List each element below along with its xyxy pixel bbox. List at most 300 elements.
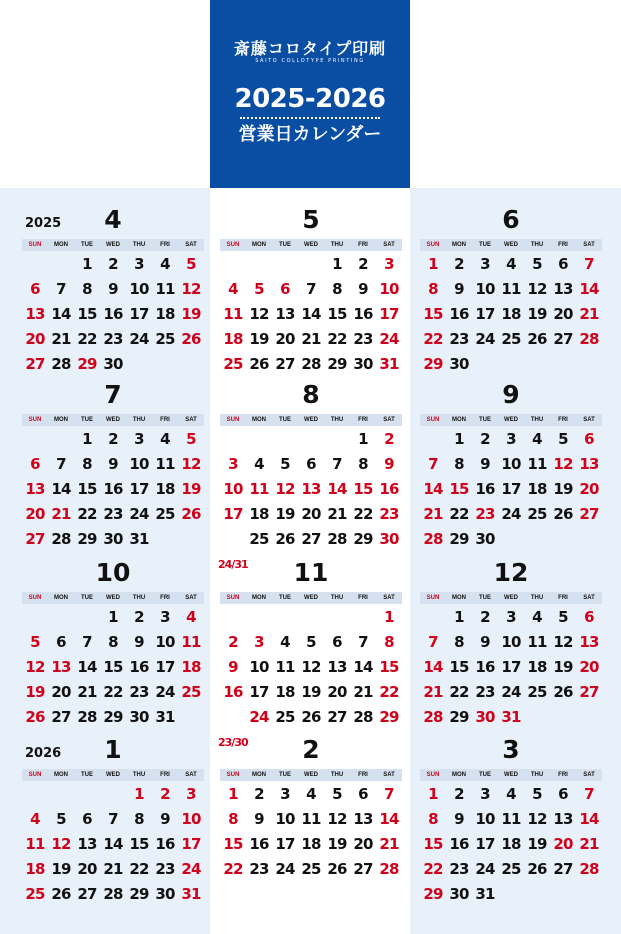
day-cell: 14	[379, 810, 399, 828]
day-cell: 17	[379, 305, 399, 323]
day-cell: 19	[51, 860, 71, 878]
day-cell: 15	[423, 305, 443, 323]
weekday-label: MON	[252, 772, 266, 778]
day-cell: 12	[181, 455, 201, 473]
day-cell: 21	[579, 305, 599, 323]
day-cell: 22	[223, 860, 243, 878]
weekday-label: WED	[504, 595, 518, 601]
weekday-label: SAT	[383, 772, 395, 778]
weekday-label: MON	[452, 595, 466, 601]
weekday-label: FRI	[358, 595, 368, 601]
day-cell: 31	[475, 885, 495, 903]
weekday-label: FRI	[358, 417, 368, 423]
day-cell: 14	[423, 658, 443, 676]
day-cell: 13	[553, 810, 573, 828]
day-cell-combined: 23/30	[218, 736, 248, 749]
day-cell: 4	[532, 430, 542, 448]
day-cell: 7	[428, 455, 438, 473]
day-cell: 1	[108, 608, 118, 626]
weekday-label: THU	[330, 417, 344, 423]
day-cell: 14	[353, 658, 373, 676]
day-cell: 4	[532, 608, 542, 626]
month-block	[420, 205, 602, 380]
weekday-header	[22, 414, 204, 426]
day-cell: 28	[379, 860, 399, 878]
day-cell: 27	[77, 885, 97, 903]
weekday-label: MON	[54, 772, 68, 778]
weekday-label: THU	[530, 595, 544, 601]
month-number: 12	[493, 558, 529, 587]
day-cell: 17	[223, 505, 243, 523]
day-cell: 15	[103, 658, 123, 676]
day-cell: 12	[25, 658, 45, 676]
day-cell: 17	[129, 480, 149, 498]
day-cell: 4	[306, 785, 316, 803]
day-cell: 1	[82, 430, 92, 448]
day-cell: 16	[379, 480, 399, 498]
day-cell: 24	[181, 860, 201, 878]
day-cell: 12	[327, 810, 347, 828]
day-cell: 30	[475, 530, 495, 548]
weekday-label: FRI	[558, 772, 568, 778]
company-name-roman: SAITO COLLOTYPE PRINTING	[255, 58, 365, 64]
weekday-label: WED	[304, 242, 318, 248]
day-cell: 28	[423, 530, 443, 548]
weekday-label: SAT	[185, 242, 197, 248]
day-cell: 5	[532, 785, 542, 803]
day-cell: 14	[579, 810, 599, 828]
day-cell: 26	[249, 355, 269, 373]
day-cell: 21	[301, 330, 321, 348]
day-cell: 20	[579, 480, 599, 498]
day-cell: 9	[358, 280, 368, 298]
day-cell: 1	[454, 430, 464, 448]
day-cell: 7	[358, 633, 368, 651]
weekday-label: THU	[530, 417, 544, 423]
day-cell: 1	[454, 608, 464, 626]
day-cell: 26	[301, 708, 321, 726]
month-number: 6	[502, 205, 520, 234]
day-cell: 4	[228, 280, 238, 298]
day-cell: 2	[108, 430, 118, 448]
weekday-label: THU	[132, 595, 146, 601]
day-cell: 11	[501, 280, 521, 298]
day-cell: 25	[275, 708, 295, 726]
day-cell: 29	[423, 355, 443, 373]
weekday-label: TUE	[479, 242, 491, 248]
day-cell: 26	[527, 330, 547, 348]
day-cell: 10	[129, 455, 149, 473]
day-cell: 9	[134, 633, 144, 651]
day-cell: 18	[155, 480, 175, 498]
day-cell: 31	[129, 530, 149, 548]
weekday-label: TUE	[279, 242, 291, 248]
day-cell: 22	[423, 330, 443, 348]
day-cell: 30	[475, 708, 495, 726]
day-cell: 4	[280, 633, 290, 651]
day-cell: 5	[280, 455, 290, 473]
day-cell: 16	[475, 480, 495, 498]
day-cell: 27	[579, 505, 599, 523]
day-cell: 25	[155, 330, 175, 348]
day-cell: 21	[51, 505, 71, 523]
month-number: 5	[302, 205, 320, 234]
weekday-label: FRI	[558, 242, 568, 248]
day-cell: 18	[181, 658, 201, 676]
day-cell: 25	[501, 860, 521, 878]
day-cell: 28	[77, 708, 97, 726]
weekday-header	[220, 414, 402, 426]
day-cell: 21	[353, 683, 373, 701]
day-cell: 5	[332, 785, 342, 803]
day-cell: 13	[579, 455, 599, 473]
weekday-label: SAT	[185, 595, 197, 601]
day-cell: 6	[332, 633, 342, 651]
weekday-label: FRI	[160, 242, 170, 248]
weekday-label: SUN	[28, 417, 42, 423]
day-cell: 7	[584, 255, 594, 273]
day-cell: 6	[584, 430, 594, 448]
day-cell: 3	[280, 785, 290, 803]
day-cell: 26	[25, 708, 45, 726]
month-block	[22, 380, 204, 555]
weekday-label: THU	[132, 417, 146, 423]
day-cell: 15	[129, 835, 149, 853]
day-cell: 25	[301, 860, 321, 878]
day-cell: 5	[186, 430, 196, 448]
day-cell: 10	[181, 810, 201, 828]
day-cell: 19	[527, 835, 547, 853]
weekday-label: TUE	[81, 417, 93, 423]
day-cell: 4	[30, 810, 40, 828]
day-cell: 23	[103, 505, 123, 523]
month-block	[22, 205, 204, 380]
day-cell: 24	[475, 860, 495, 878]
day-cell: 12	[527, 280, 547, 298]
day-cell: 24	[501, 505, 521, 523]
weekday-label: FRI	[558, 595, 568, 601]
day-cell: 22	[449, 683, 469, 701]
day-cell: 8	[134, 810, 144, 828]
day-cell: 9	[254, 810, 264, 828]
day-cell: 27	[301, 530, 321, 548]
calendar-subtitle: 営業日カレンダー	[238, 124, 382, 145]
day-cell: 10	[475, 810, 495, 828]
weekday-label: WED	[106, 595, 120, 601]
day-cell: 12	[527, 810, 547, 828]
day-cell: 8	[358, 455, 368, 473]
month-block	[218, 558, 402, 749]
day-cell: 3	[254, 633, 264, 651]
day-cell: 8	[428, 810, 438, 828]
day-cell: 27	[327, 708, 347, 726]
day-cell: 13	[25, 480, 45, 498]
weekday-label: SUN	[426, 772, 440, 778]
day-cell: 21	[423, 683, 443, 701]
weekday-label: WED	[106, 772, 120, 778]
day-cell: 27	[51, 708, 71, 726]
day-cell: 24	[379, 330, 399, 348]
day-cell: 7	[332, 455, 342, 473]
day-cell: 5	[56, 810, 66, 828]
day-cell: 9	[480, 455, 490, 473]
day-cell: 18	[527, 480, 547, 498]
weekday-label: WED	[106, 242, 120, 248]
day-cell: 21	[77, 683, 97, 701]
day-cell: 6	[558, 785, 568, 803]
day-cell: 17	[475, 835, 495, 853]
day-cell: 17	[181, 835, 201, 853]
day-cell: 31	[181, 885, 201, 903]
day-cell: 2	[134, 608, 144, 626]
day-cell: 20	[77, 860, 97, 878]
day-cell: 18	[301, 835, 321, 853]
day-cell: 28	[579, 860, 599, 878]
day-cell: 3	[480, 255, 490, 273]
day-cell: 30	[103, 355, 123, 373]
day-cell: 15	[353, 480, 373, 498]
day-cell: 20	[327, 683, 347, 701]
weekday-header	[420, 239, 602, 251]
day-cell: 17	[155, 658, 175, 676]
day-cell: 11	[527, 633, 547, 651]
day-cell: 21	[379, 835, 399, 853]
day-cell: 2	[108, 255, 118, 273]
weekday-label: FRI	[160, 772, 170, 778]
day-cell: 13	[327, 658, 347, 676]
day-cell-combined: 24/31	[218, 558, 248, 571]
day-cell: 4	[160, 430, 170, 448]
day-cell: 20	[579, 658, 599, 676]
day-cell: 7	[584, 785, 594, 803]
day-cell: 11	[155, 280, 175, 298]
day-cell: 8	[82, 455, 92, 473]
day-cell: 22	[77, 330, 97, 348]
day-cell: 11	[527, 455, 547, 473]
day-cell: 25	[155, 505, 175, 523]
day-cell: 4	[506, 255, 516, 273]
day-cell: 19	[301, 683, 321, 701]
day-cell: 1	[428, 785, 438, 803]
weekday-label: THU	[330, 595, 344, 601]
day-cell: 6	[56, 633, 66, 651]
day-cell: 6	[584, 608, 594, 626]
day-cell: 11	[25, 835, 45, 853]
day-cell: 13	[353, 810, 373, 828]
day-cell: 1	[82, 255, 92, 273]
day-cell: 11	[275, 658, 295, 676]
weekday-label: MON	[452, 242, 466, 248]
day-cell: 24	[275, 860, 295, 878]
day-cell: 3	[160, 608, 170, 626]
weekday-label: MON	[252, 242, 266, 248]
day-cell: 29	[449, 530, 469, 548]
day-cell: 12	[553, 633, 573, 651]
weekday-label: MON	[452, 417, 466, 423]
day-cell: 2	[454, 255, 464, 273]
weekday-label: SAT	[583, 772, 595, 778]
day-cell: 24	[475, 330, 495, 348]
day-cell: 2	[228, 633, 238, 651]
day-cell: 4	[186, 608, 196, 626]
day-cell: 11	[249, 480, 269, 498]
weekday-label: MON	[54, 417, 68, 423]
day-cell: 31	[155, 708, 175, 726]
day-cell: 30	[379, 530, 399, 548]
day-cell: 29	[103, 708, 123, 726]
day-cell: 12	[553, 455, 573, 473]
weekday-label: TUE	[279, 417, 291, 423]
day-cell: 18	[155, 305, 175, 323]
day-cell: 3	[384, 255, 394, 273]
day-cell: 2	[480, 608, 490, 626]
day-cell: 2	[454, 785, 464, 803]
day-cell: 11	[301, 810, 321, 828]
company-name: 斎藤コロタイプ印刷	[233, 39, 387, 58]
day-cell: 1	[428, 255, 438, 273]
day-cell: 29	[449, 708, 469, 726]
day-cell: 28	[51, 530, 71, 548]
day-cell: 19	[275, 505, 295, 523]
day-cell: 2	[358, 255, 368, 273]
day-cell: 4	[160, 255, 170, 273]
month-number: 2	[302, 735, 320, 764]
day-cell: 26	[327, 860, 347, 878]
day-cell: 1	[358, 430, 368, 448]
day-cell: 23	[155, 860, 175, 878]
month-block	[220, 205, 402, 380]
day-cell: 9	[228, 658, 238, 676]
day-cell: 8	[228, 810, 238, 828]
day-cell: 16	[103, 305, 123, 323]
day-cell: 27	[553, 330, 573, 348]
day-cell: 23	[129, 683, 149, 701]
weekday-label: FRI	[358, 772, 368, 778]
day-cell: 10	[223, 480, 243, 498]
day-cell: 25	[181, 683, 201, 701]
day-cell: 17	[475, 305, 495, 323]
day-cell: 19	[181, 480, 201, 498]
weekday-label: THU	[132, 772, 146, 778]
year-label: 2026	[25, 746, 62, 761]
day-cell: 14	[301, 305, 321, 323]
day-cell: 15	[379, 658, 399, 676]
day-cell: 3	[506, 430, 516, 448]
weekday-label: SUN	[226, 595, 240, 601]
day-cell: 15	[77, 480, 97, 498]
day-cell: 22	[423, 860, 443, 878]
day-cell: 7	[56, 280, 66, 298]
weekday-label: SAT	[583, 242, 595, 248]
month-number: 4	[104, 205, 122, 234]
day-cell: 20	[353, 835, 373, 853]
day-cell: 14	[327, 480, 347, 498]
dotted-divider	[240, 117, 380, 119]
day-cell: 23	[449, 860, 469, 878]
day-cell: 26	[553, 683, 573, 701]
day-cell: 15	[449, 480, 469, 498]
weekday-label: WED	[106, 417, 120, 423]
day-cell: 23	[449, 330, 469, 348]
weekday-label: TUE	[479, 772, 491, 778]
day-cell: 23	[379, 505, 399, 523]
day-cell: 15	[423, 835, 443, 853]
day-cell: 18	[527, 658, 547, 676]
day-cell: 16	[103, 480, 123, 498]
day-cell: 22	[379, 683, 399, 701]
weekday-label: MON	[54, 595, 68, 601]
day-cell: 22	[103, 683, 123, 701]
day-cell: 31	[501, 708, 521, 726]
weekday-label: MON	[252, 595, 266, 601]
weekday-label: SUN	[426, 242, 440, 248]
day-cell: 9	[480, 633, 490, 651]
day-cell: 19	[181, 305, 201, 323]
day-cell: 7	[82, 633, 92, 651]
day-cell: 14	[579, 280, 599, 298]
year-label: 2025	[25, 216, 62, 231]
day-cell: 10	[129, 280, 149, 298]
weekday-label: SAT	[383, 242, 395, 248]
day-cell: 3	[228, 455, 238, 473]
day-cell: 11	[501, 810, 521, 828]
weekday-header	[220, 592, 402, 604]
day-cell: 27	[275, 355, 295, 373]
day-cell: 1	[332, 255, 342, 273]
day-cell: 24	[501, 683, 521, 701]
day-cell: 13	[579, 633, 599, 651]
day-cell: 22	[449, 505, 469, 523]
day-cell: 7	[108, 810, 118, 828]
day-cell: 23	[249, 860, 269, 878]
day-cell: 9	[384, 455, 394, 473]
weekday-label: TUE	[279, 772, 291, 778]
day-cell: 25	[527, 505, 547, 523]
day-cell: 27	[25, 530, 45, 548]
day-cell: 10	[501, 633, 521, 651]
month-number: 7	[104, 380, 122, 409]
day-cell: 20	[25, 505, 45, 523]
day-cell: 19	[527, 305, 547, 323]
day-cell: 19	[553, 658, 573, 676]
day-cell: 1	[228, 785, 238, 803]
day-cell: 12	[275, 480, 295, 498]
day-cell: 20	[301, 505, 321, 523]
day-cell: 3	[186, 785, 196, 803]
day-cell: 11	[223, 305, 243, 323]
day-cell: 10	[475, 280, 495, 298]
day-cell: 23	[475, 683, 495, 701]
day-cell: 19	[25, 683, 45, 701]
day-cell: 30	[449, 885, 469, 903]
weekday-label: SAT	[583, 417, 595, 423]
month-block	[22, 735, 204, 910]
day-cell: 26	[181, 330, 201, 348]
weekday-header	[220, 769, 402, 781]
day-cell: 12	[181, 280, 201, 298]
day-cell: 2	[160, 785, 170, 803]
day-cell: 20	[275, 330, 295, 348]
day-cell: 16	[155, 835, 175, 853]
day-cell: 23	[353, 330, 373, 348]
weekday-label: TUE	[479, 595, 491, 601]
day-cell: 6	[82, 810, 92, 828]
weekday-label: THU	[330, 242, 344, 248]
day-cell: 16	[353, 305, 373, 323]
day-cell: 18	[275, 683, 295, 701]
day-cell: 13	[25, 305, 45, 323]
day-cell: 28	[103, 885, 123, 903]
